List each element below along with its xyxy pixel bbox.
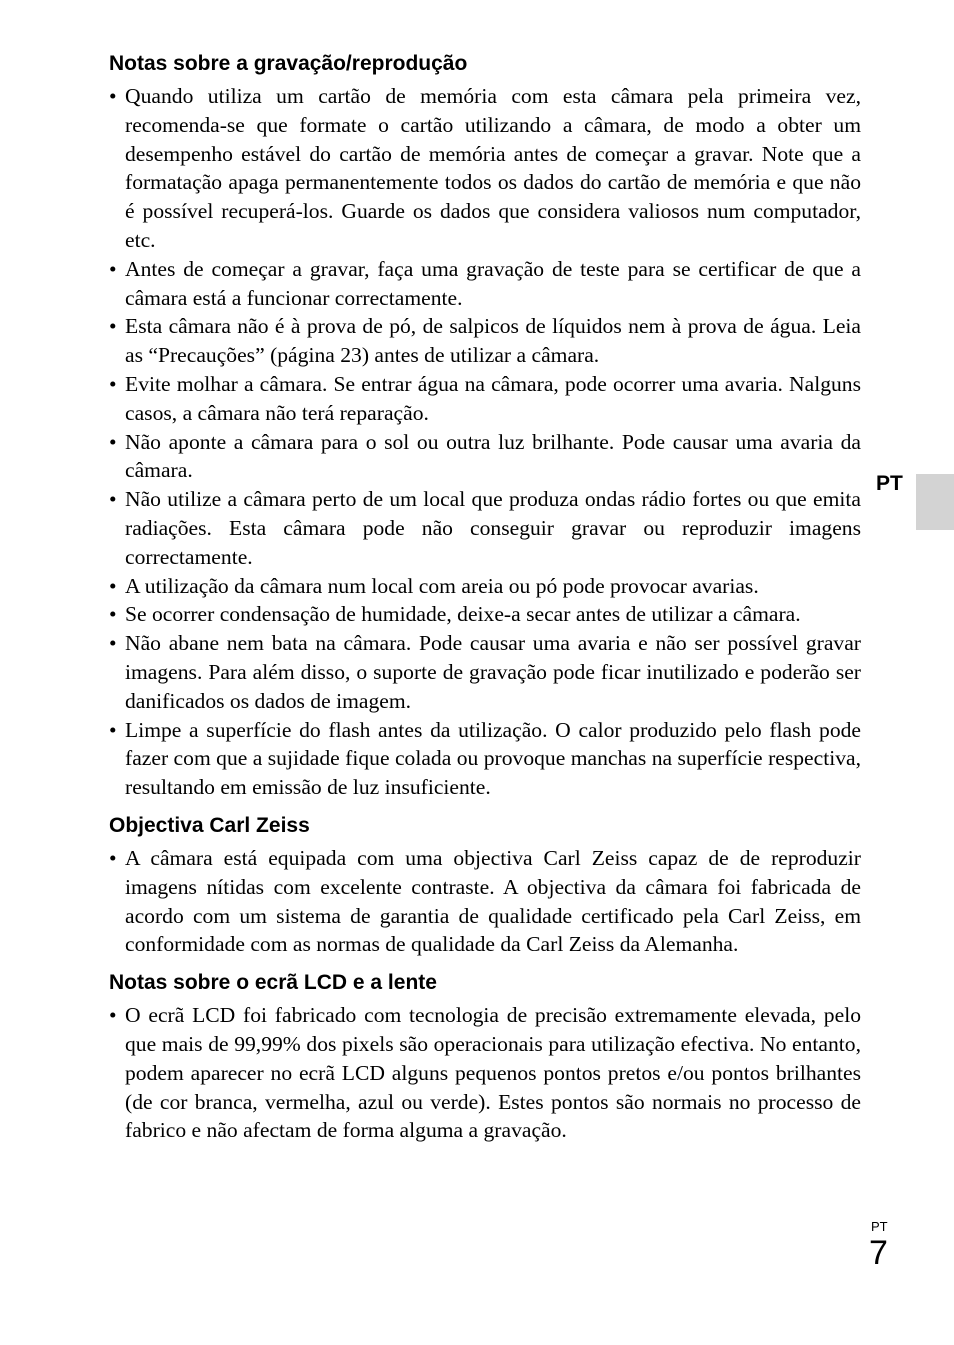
list-item — [109, 370, 861, 428]
bullet-icon: • — [109, 602, 117, 627]
section-heading: Notas sobre o ecrã LCD e a lente — [109, 971, 437, 995]
list-item — [109, 716, 861, 802]
bullet-list — [109, 1001, 861, 1145]
list-item — [109, 312, 861, 370]
list-item-text: Não abane nem bata na câmara. Pode causar uma avaria e não ser possível gravar imagens. Para além disso, o suporte de gravação pode ficar inutilizado e poderão ser danificados os dados de imagem. — [125, 631, 861, 713]
list-item — [109, 572, 861, 601]
list-item-text: Esta câmara não é à prova de pó, de salpicos de líquidos nem à prova de água. Leia as “Precauções” (página 23) antes de utilizar a câmara. — [125, 314, 861, 368]
bullet-icon: • — [109, 1003, 117, 1028]
list-item — [109, 629, 861, 715]
bullet-list — [109, 82, 861, 802]
list-item — [109, 600, 861, 629]
section-lcd-and-lens-notes — [109, 969, 861, 1145]
list-item — [109, 428, 861, 486]
list-item — [109, 255, 861, 313]
bullet-icon: • — [109, 845, 117, 870]
section-heading: Objectiva Carl Zeiss — [109, 813, 310, 837]
list-item-text: A utilização da câmara num local com areia ou pó pode provocar avarias. — [125, 573, 759, 598]
page-number: 7 — [869, 1234, 888, 1272]
bullet-icon: • — [109, 371, 117, 396]
list-item-text: Não utilize a câmara perto de um local que produza ondas rádio fortes ou que emita radiações. Esta câmara pode não conseguir gravar ou reproduzir imagens correctamente. — [125, 487, 861, 569]
bullet-icon: • — [109, 717, 117, 742]
section-carl-zeiss-lens — [109, 812, 861, 959]
language-tab-marker — [916, 474, 954, 530]
bullet-icon: • — [109, 573, 117, 598]
bullet-icon: • — [109, 429, 117, 454]
language-tab-label: PT — [876, 472, 903, 495]
bullet-icon: • — [109, 631, 117, 656]
section-heading: Notas sobre a gravação/reprodução — [109, 52, 468, 75]
page-language-code: PT — [871, 1219, 888, 1234]
bullet-list — [109, 844, 861, 959]
list-item — [109, 485, 861, 571]
list-item — [109, 844, 861, 959]
bullet-icon: • — [109, 314, 117, 339]
list-item-text: O ecrã LCD foi fabricado com tecnologia de precisão extremamente elevada, pelo que mais de 99,99% dos pixels são operacionais para utilização efectiva. No entanto, podem aparecer no ecrã LCD alguns pequenos pontos pretos e/ou pontos brilhantes (de cor branca, vermelha, azul ou verde). Estes pontos são normais no processo de fabrico e não afectam de forma alguma a gravação. — [125, 1003, 861, 1143]
bullet-icon: • — [109, 256, 117, 281]
list-item — [109, 1001, 861, 1145]
list-item-text: Não aponte a câmara para o sol ou outra luz brilhante. Pode causar uma avaria da câmara. — [125, 429, 861, 483]
page-content — [109, 50, 861, 1155]
bullet-icon: • — [109, 84, 117, 108]
list-item — [109, 82, 861, 255]
list-item-text: Limpe a superfície do flash antes da utilização. O calor produzido pelo flash pode fazer com que a sujidade fique colada ou provoque manchas na superfície respectiva, resultando em emissão de luz insuficiente. — [125, 717, 861, 800]
list-item-text: A câmara está equipada com uma objectiva Carl Zeiss capaz de de reproduzir imagens nítidas com excelente contraste. A objectiva da câmara foi fabricada de acordo com um sistema de garantia de qualidade certificado pela Carl Zeiss, em conformidade com as normas de qualidade da Carl Zeiss da Alemanha. — [125, 845, 861, 957]
bullet-icon: • — [109, 487, 117, 512]
list-item-text: Antes de começar a gravar, faça uma gravação de teste para se certificar de que a câmara está a funcionar correctamente. — [125, 256, 861, 310]
list-item-text: Evite molhar a câmara. Se entrar água na câmara, pode ocorrer uma avaria. Nalguns casos, a câmara não terá reparação. — [125, 371, 861, 425]
list-item-text: Se ocorrer condensação de humidade, deixe-a secar antes de utilizar a câmara. — [125, 602, 801, 627]
list-item-text: Quando utiliza um cartão de memória com esta câmara pela primeira vez, recomenda-se que formate o cartão utilizando a câmara, de modo a obter um desempenho estável do cartão de memória antes de começar a gravar. Note que a formatação apaga permanentemente todos os dados do cartão de memória e que não é possível recuperá-los. Guarde os dados que considera valiosos num computador, etc. — [125, 84, 861, 252]
section-recording-notes — [109, 50, 861, 802]
